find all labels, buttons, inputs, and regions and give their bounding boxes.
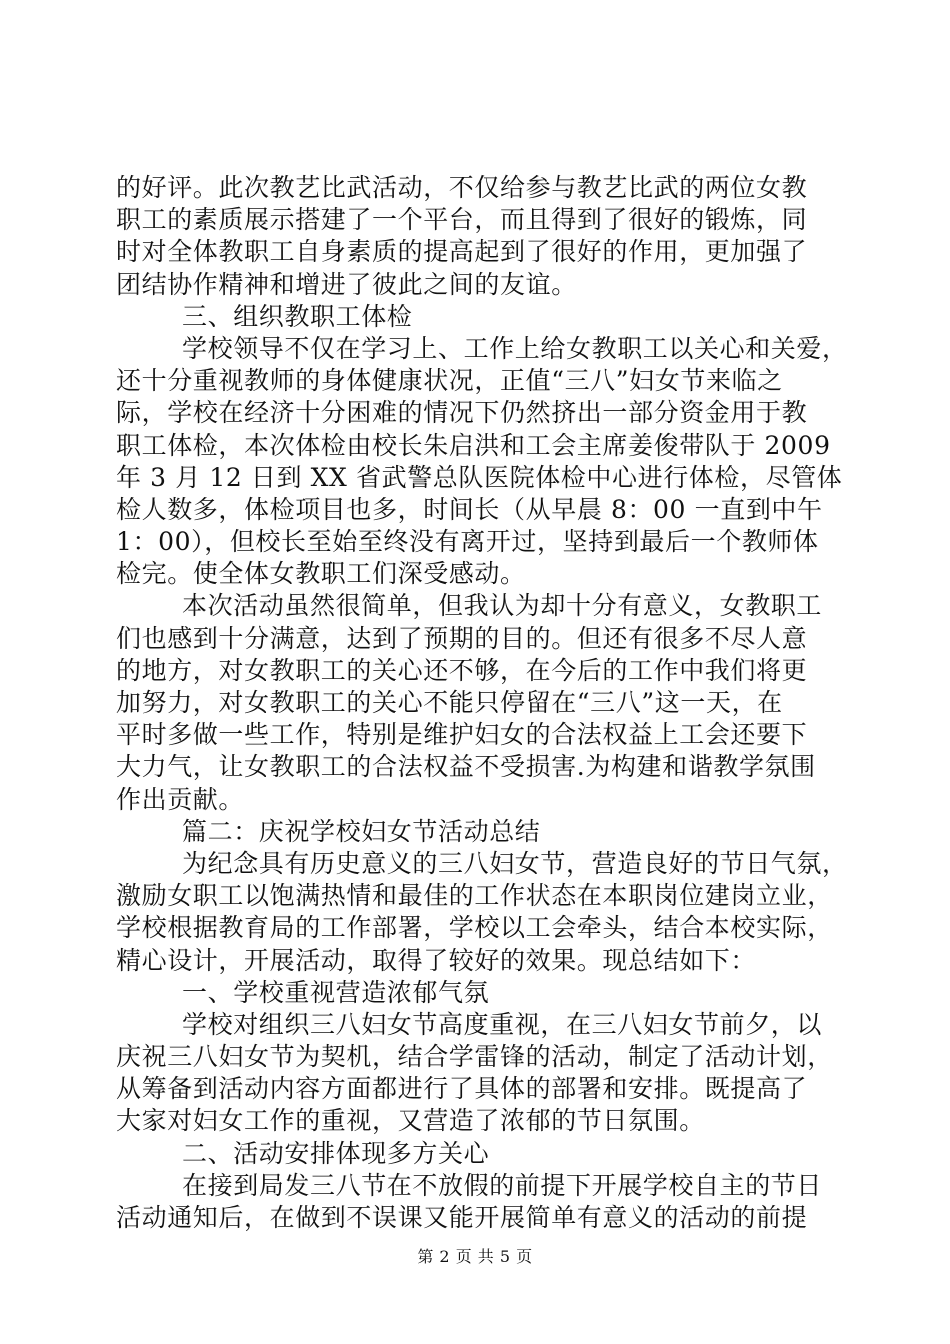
text-line: 的地方，对女教职工的关心还不够，在今后的工作中我们将更 — [116, 655, 808, 685]
text-line: 们也感到十分满意，达到了预期的目的。但还有很多不尽人意 — [116, 623, 808, 653]
text-line: 本次活动虽然很简单，但我认为却十分有意义，女教职工 — [182, 591, 823, 621]
text-line: 在接到局发三八节在不放假的前提下开展学校自主的节日 — [182, 1170, 823, 1200]
text-line: 加努力，对女教职工的关心不能只停留在“三八”这一天，在 — [116, 688, 783, 717]
text-line: 年 3 月 12 日到 XX 省武警总队医院体检中心进行体检，尽管体 — [116, 462, 843, 492]
text-line: 检完。使全体女教职工们深受感动。 — [116, 559, 526, 589]
text-line: 时对全体教职工自身素质的提高起到了很好的作用，更加强了 — [116, 237, 808, 267]
text-line: 活动通知后，在做到不误课又能开展简单有意义的活动的前提 — [116, 1203, 808, 1232]
text-line: 团结协作精神和增进了彼此之间的友谊。 — [116, 269, 577, 299]
text-line: 学校根据教育局的工作部署，学校以工会牵头，结合本校实际， — [116, 913, 833, 943]
text-line: 学校领导不仅在学习上、工作上给女教职工以关心和关爱， — [182, 333, 848, 363]
text-line: 激励女职工以饱满热情和最佳的工作状态在本职岗位建岗立业， — [116, 881, 833, 911]
text-line: 作出贡献。 — [116, 784, 245, 814]
section-heading: 篇二：庆祝学校妇女节活动总结 — [182, 816, 541, 846]
section-heading: 二、活动安排体现多方关心 — [182, 1138, 490, 1168]
body-text — [116, 172, 848, 1234]
text-line: 精心设计，开展活动，取得了较好的效果。现总结如下： — [116, 945, 757, 975]
section-heading: 一、学校重视营造浓郁气氛 — [182, 977, 490, 1007]
page-number-footer: 第 2 页 共 5 页 — [417, 1247, 533, 1266]
text-line: 职工体检，本次体检由校长朱启洪和工会主席姜俊带队于 2009 — [116, 430, 831, 460]
text-line: 大力气，让女教职工的合法权益不受损害.为构建和谐教学氛围 — [116, 752, 816, 782]
text-line: 还十分重视教师的身体健康状况，正值“三八”妇女节来临之 — [116, 366, 783, 396]
text-line: 为纪念具有历史意义的三八妇女节，营造良好的节日气氛， — [182, 848, 848, 878]
text-line: 学校对组织三八妇女节高度重视，在三八妇女节前夕，以 — [182, 1009, 823, 1039]
text-line: 大家对妇女工作的重视，又营造了浓郁的节日氛围。 — [116, 1106, 705, 1136]
text-line: 庆祝三八妇女节为契机，结合学雷锋的活动，制定了活动计划， — [116, 1042, 833, 1072]
text-line: 际，学校在经济十分困难的情况下仍然挤出一部分资金用于教 — [116, 398, 808, 428]
text-line: 从筹备到活动内容方面都进行了具体的部署和安排。既提高了 — [116, 1074, 808, 1104]
text-line: 平时多做一些工作，特别是维护妇女的合法权益上工会还要下 — [116, 720, 808, 750]
text-line: 检人数多，体检项目也多，时间长（从早晨 8：00 一直到中午 — [116, 494, 823, 524]
text-line: 1：00），但校长至始至终没有离开过，坚持到最后一个教师体 — [116, 527, 819, 557]
text-line: 职工的素质展示搭建了一个平台，而且得到了很好的锻炼，同 — [116, 205, 808, 235]
section-heading: 三、组织教职工体检 — [182, 301, 413, 331]
text-line: 的好评。此次教艺比武活动，不仅给参与教艺比武的两位女教 — [116, 173, 808, 202]
